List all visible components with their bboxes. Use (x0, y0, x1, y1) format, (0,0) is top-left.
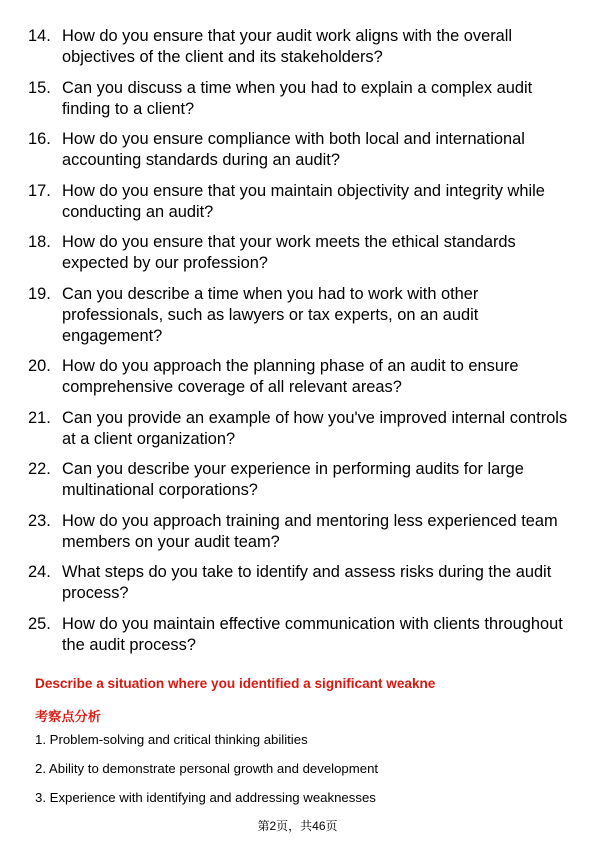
question-number: 18. (28, 233, 51, 251)
question-text: Can you provide an example of how you've improved internal controls at a client organization? (62, 408, 568, 448)
question-item (28, 284, 568, 347)
question-item (28, 459, 568, 501)
analysis-point: 2. Ability to demonstrate personal growth and development (35, 761, 379, 776)
question-list (28, 26, 568, 665)
analysis-points (35, 732, 378, 819)
question-text: Can you describe your experience in performing audits for large multinational corporations? (62, 460, 524, 499)
question-text: How do you ensure that you maintain objectivity and integrity while conducting an audit? (62, 181, 545, 221)
question-item (28, 408, 568, 450)
question-text: What steps do you take to identify and assess risks during the audit process? (62, 563, 552, 602)
analysis-heading: 考察点分析 (35, 709, 101, 724)
question-item (28, 356, 568, 398)
question-number: 20. (28, 357, 51, 375)
question-item (28, 26, 568, 68)
question-number: 21. (28, 408, 51, 427)
question-number: 15. (28, 78, 51, 97)
question-text: How do you approach training and mentoring less experienced team members on your audit team? (62, 511, 558, 551)
question-item (28, 78, 568, 120)
question-number: 19. (28, 284, 51, 303)
analysis-point: 1. Problem-solving and critical thinking abilities (35, 732, 308, 747)
question-item (28, 511, 568, 553)
question-number: 24. (28, 563, 51, 581)
question-text: How do you ensure that your work meets the ethical standards expected by our profession? (62, 233, 516, 272)
question-item (28, 129, 568, 171)
page-footer: 第2页，共46页 (257, 819, 338, 833)
question-text: Can you discuss a time when you had to explain a complex audit finding to a client? (62, 78, 533, 118)
question-number: 25. (28, 614, 51, 633)
question-text: How do you approach the planning phase of an audit to ensure comprehensive coverage of all relevant areas? (62, 357, 519, 396)
question-number: 23. (28, 511, 51, 530)
question-number: 17. (28, 181, 51, 200)
question-item (28, 562, 568, 604)
question-item (28, 181, 568, 223)
question-item (28, 614, 568, 656)
question-text: How do you ensure that your audit work aligns with the overall objectives of the client and its stakeholders? (62, 27, 513, 66)
question-text: Can you describe a time when you had to work with other professionals, such as lawyers or tax experts, on an audit engagement? (62, 284, 479, 345)
question-text: How do you maintain effective communication with clients throughout the audit process? (62, 614, 563, 654)
question-text: How do you ensure compliance with both local and international accounting standards during an audit? (62, 130, 525, 169)
question-item (28, 232, 568, 274)
section-title: Describe a situation where you identified a significant weakne (35, 676, 436, 691)
question-number: 22. (28, 460, 51, 478)
question-number: 14. (28, 27, 51, 45)
analysis-point: 3. Experience with identifying and addressing weaknesses (35, 790, 376, 805)
question-number: 16. (28, 130, 51, 148)
